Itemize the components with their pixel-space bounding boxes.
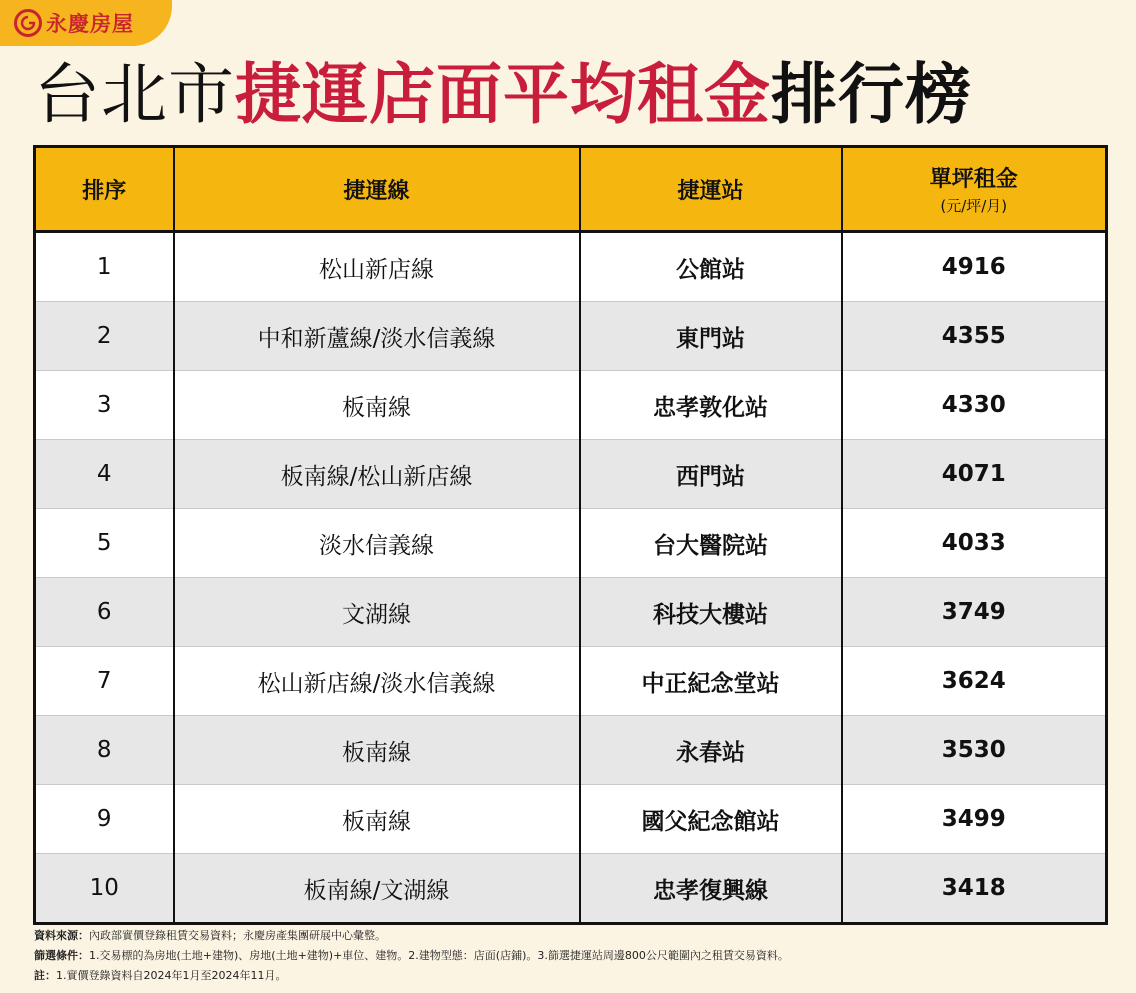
header-rent-label: 單坪租金 — [929, 167, 1018, 192]
remark-note — [34, 966, 789, 986]
cell-rent: 3749 — [842, 578, 1107, 647]
cell-rank: 2 — [35, 302, 174, 371]
title-suffix: 排行榜 — [771, 56, 972, 133]
source-text: 內政部實價登錄租賃交易資料；永慶房產集團研展中心彙整。 — [89, 929, 386, 942]
source-note — [34, 926, 789, 946]
footnotes — [34, 926, 789, 986]
cell-station: 中正紀念堂站 — [580, 647, 842, 716]
ranking-table — [33, 145, 1108, 925]
cell-rent: 4330 — [842, 371, 1107, 440]
header-line: 捷運線 — [174, 147, 580, 232]
cell-rank: 6 — [35, 578, 174, 647]
cell-line: 松山新店線 — [174, 232, 580, 302]
table-row — [35, 785, 1107, 854]
criteria-text: 1.交易標的為房地(土地+建物)、房地(土地+建物)+車位、建物。2.建物型態：店面(店鋪)。3.篩選捷運站周邊800公尺範圍內之租賃交易資料。 — [89, 949, 789, 962]
cell-station: 台大醫院站 — [580, 509, 842, 578]
table-row — [35, 302, 1107, 371]
cell-line: 板南線 — [174, 716, 580, 785]
brand-tab — [0, 0, 172, 46]
table-row — [35, 509, 1107, 578]
cell-station: 東門站 — [580, 302, 842, 371]
cell-line: 板南線 — [174, 785, 580, 854]
cell-rank: 1 — [35, 232, 174, 302]
title-highlight: 捷運店面平均租金 — [235, 56, 771, 133]
table-row — [35, 716, 1107, 785]
table-row — [35, 371, 1107, 440]
cell-rank: 8 — [35, 716, 174, 785]
cell-station: 西門站 — [580, 440, 842, 509]
title-prefix: 台北市 — [34, 56, 235, 133]
cell-station: 科技大樓站 — [580, 578, 842, 647]
cell-line: 松山新店線/淡水信義線 — [174, 647, 580, 716]
cell-station: 忠孝敦化站 — [580, 371, 842, 440]
remark-label: 註： — [34, 969, 56, 982]
cell-rent: 4355 — [842, 302, 1107, 371]
cell-rent: 3418 — [842, 854, 1107, 924]
cell-station: 忠孝復興線 — [580, 854, 842, 924]
table-row — [35, 232, 1107, 302]
cell-rent: 4033 — [842, 509, 1107, 578]
page-title — [34, 55, 972, 135]
cell-line: 淡水信義線 — [174, 509, 580, 578]
cell-station: 永春站 — [580, 716, 842, 785]
header-rent-unit: (元/坪/月) — [940, 197, 1008, 215]
cell-rent: 4071 — [842, 440, 1107, 509]
cell-rank: 7 — [35, 647, 174, 716]
cell-line: 中和新蘆線/淡水信義線 — [174, 302, 580, 371]
criteria-note — [34, 946, 789, 966]
header-station: 捷運站 — [580, 147, 842, 232]
table-row — [35, 578, 1107, 647]
table-row — [35, 647, 1107, 716]
cell-rank: 5 — [35, 509, 174, 578]
cell-rank: 4 — [35, 440, 174, 509]
cell-rank: 3 — [35, 371, 174, 440]
header-rent — [842, 147, 1107, 232]
cell-line: 文湖線 — [174, 578, 580, 647]
cell-rank: 10 — [35, 854, 174, 924]
cell-line: 板南線/松山新店線 — [174, 440, 580, 509]
cell-rent: 3499 — [842, 785, 1107, 854]
cell-line: 板南線/文湖線 — [174, 854, 580, 924]
table-row — [35, 440, 1107, 509]
brand-logo-icon — [14, 9, 42, 37]
table-row — [35, 854, 1107, 924]
brand-name: 永慶房屋 — [46, 12, 134, 36]
criteria-label: 篩選條件： — [34, 949, 89, 962]
source-label: 資料來源： — [34, 929, 89, 942]
header-rank: 排序 — [35, 147, 174, 232]
cell-rent: 3624 — [842, 647, 1107, 716]
cell-rent: 4916 — [842, 232, 1107, 302]
remark-text: 1.實價登錄資料自2024年1月至2024年11月。 — [56, 969, 287, 982]
cell-station: 公館站 — [580, 232, 842, 302]
cell-line: 板南線 — [174, 371, 580, 440]
cell-rent: 3530 — [842, 716, 1107, 785]
cell-rank: 9 — [35, 785, 174, 854]
cell-station: 國父紀念館站 — [580, 785, 842, 854]
table-header-row — [35, 147, 1107, 232]
